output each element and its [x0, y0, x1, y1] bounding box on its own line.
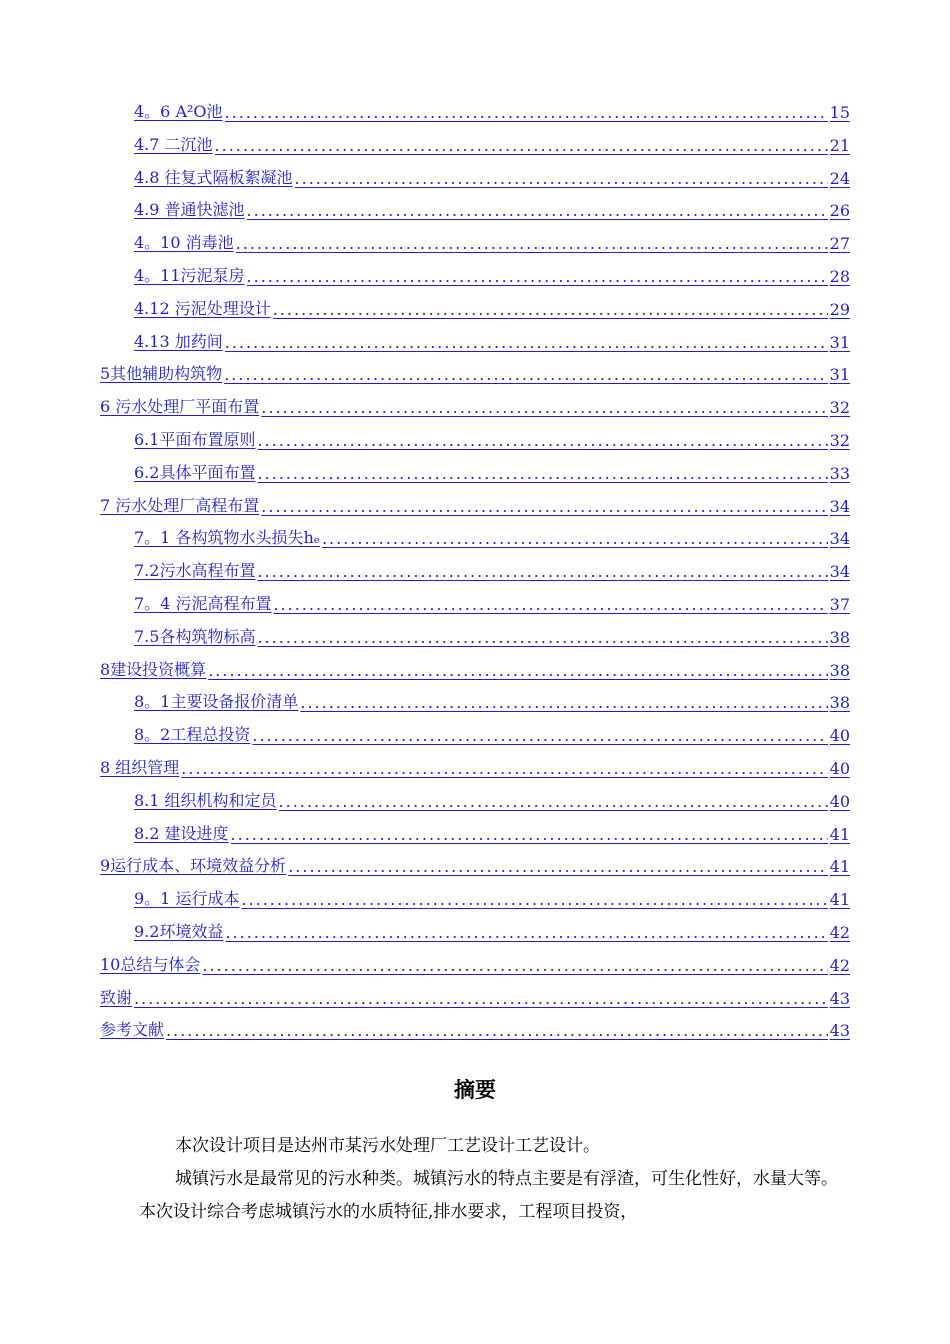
- toc-entry[interactable]: [134, 194, 850, 220]
- toc-leader-dots: [261, 398, 827, 417]
- toc-entry-page: 21: [829, 135, 850, 155]
- toc-entry[interactable]: [100, 982, 850, 1008]
- toc-entry-title: 7 污水处理厂高程布置: [100, 495, 260, 515]
- toc-leader-dots: [247, 267, 828, 286]
- toc-leader-dots: [257, 628, 827, 647]
- toc-entry-page: 31: [829, 365, 850, 385]
- toc-leader-dots: [279, 792, 828, 811]
- toc-leader-dots: [208, 661, 827, 680]
- toc-leader-dots: [295, 169, 828, 188]
- toc-entry-page: 33: [829, 463, 850, 483]
- toc-entry[interactable]: [134, 293, 850, 319]
- toc-entry-page: 24: [829, 168, 850, 188]
- toc-entry-page: 38: [829, 627, 850, 647]
- toc-entry[interactable]: [134, 227, 850, 253]
- toc-entry-title: 8建设投资概算: [100, 659, 207, 679]
- toc-entry-page: 15: [829, 103, 850, 122]
- toc-entry[interactable]: [134, 424, 850, 450]
- toc-entry[interactable]: [134, 522, 850, 548]
- toc-entry[interactable]: [134, 818, 850, 844]
- toc-leader-dots: [322, 529, 828, 548]
- toc-leader-dots: [273, 595, 827, 614]
- toc-leader-dots: [288, 857, 827, 876]
- toc-leader-dots: [247, 201, 828, 220]
- toc-entry-title: 5其他辅助构筑物: [100, 364, 223, 384]
- toc-entry-title: 9。1 运行成本: [134, 889, 240, 909]
- toc-entry-title: 4。6 A²O池: [134, 102, 223, 121]
- toc-entry-title: 8.2 建设进度: [134, 823, 229, 843]
- toc-entry-title: 8。2工程总投资: [134, 725, 251, 745]
- toc-leader-dots: [181, 759, 827, 778]
- toc-entry[interactable]: [100, 358, 850, 384]
- toc-entry-page: 27: [829, 234, 850, 254]
- toc-leader-dots: [257, 562, 827, 581]
- toc-entry-page: 32: [829, 398, 850, 418]
- toc-leader-dots: [236, 234, 828, 253]
- toc-entry-page: 42: [829, 923, 850, 942]
- toc-entry[interactable]: [134, 260, 850, 286]
- toc-entry-page: 38: [829, 693, 850, 713]
- toc-entry-page: 43: [829, 1021, 850, 1041]
- toc-entry[interactable]: [134, 916, 850, 942]
- toc-entry[interactable]: [134, 129, 850, 155]
- toc-entry-title: 6.2具体平面布置: [134, 462, 256, 482]
- toc-entry[interactable]: [134, 326, 850, 352]
- toc-leader-dots: [166, 1021, 828, 1040]
- toc-leader-dots: [225, 923, 827, 942]
- toc-entry-page: 40: [829, 791, 850, 811]
- toc-entry-title: 8.1 组织机构和定员: [134, 790, 277, 810]
- toc-entry-page: 38: [829, 660, 850, 680]
- toc-leader-dots: [300, 693, 827, 712]
- toc-entry[interactable]: [100, 1014, 850, 1040]
- toc-entry-title: 4。10 消毒池: [134, 233, 234, 253]
- toc-entry[interactable]: [134, 457, 850, 483]
- toc-leader-dots: [241, 890, 827, 909]
- toc-entry-page: 34: [829, 562, 850, 582]
- toc-entry-title: 致谢: [100, 987, 133, 1007]
- toc-leader-dots: [257, 431, 827, 450]
- toc-entry-title: 7.5各构筑物标高: [134, 626, 256, 646]
- toc-entry-page: 41: [829, 824, 850, 844]
- toc-leader-dots: [202, 956, 827, 975]
- toc-entry-page: 26: [829, 201, 850, 221]
- toc-entry[interactable]: [134, 621, 850, 647]
- toc-entry-title: 8。1主要设备报价清单: [134, 692, 299, 712]
- toc-leader-dots: [225, 103, 828, 122]
- toc-entry-title: 4.7 二沉池: [134, 134, 213, 154]
- toc-entry-title: 4。11污泥泵房: [134, 266, 245, 285]
- toc-entry-title: 4.8 往复式隔板絮凝池: [134, 167, 293, 187]
- toc-entry[interactable]: [100, 490, 850, 516]
- toc-entry[interactable]: [134, 785, 850, 811]
- toc-entry-page: 34: [829, 529, 850, 549]
- toc-leader-dots: [231, 825, 828, 844]
- abstract-paragraph-2: 城镇污水是最常见的污水种类。城镇污水的特点主要是有浮渣，可生化性好，水量大等。本次设计综合考虑城镇污水的水质特征,排水要求，工程项目投资，: [139, 1169, 838, 1222]
- toc-entry[interactable]: [100, 654, 850, 680]
- toc-entry-title: 6 污水处理厂平面布置: [100, 397, 260, 417]
- toc-leader-dots: [257, 464, 827, 483]
- toc-entry-title: 4.12 污泥处理设计: [134, 298, 271, 318]
- toc-entry-title: 8 组织管理: [100, 758, 180, 777]
- toc-entry-page: 34: [829, 496, 850, 516]
- toc-entry-title: 10总结与体会: [100, 954, 201, 974]
- toc-entry[interactable]: [134, 686, 850, 712]
- toc-entry[interactable]: [134, 588, 850, 614]
- toc-entry-page: 40: [829, 759, 850, 778]
- toc-entry[interactable]: [100, 850, 850, 876]
- toc-entry[interactable]: [134, 883, 850, 909]
- toc-entry-title: 7。1 各构筑物水头损失hₑ: [134, 528, 320, 548]
- toc-leader-dots: [224, 365, 827, 384]
- toc-entry-page: 42: [829, 955, 850, 975]
- toc-entry-title: 4.9 普通快滤池: [134, 200, 245, 220]
- toc-entry-title: 参考文献: [100, 1020, 165, 1040]
- toc-entry-page: 43: [829, 988, 850, 1008]
- toc-entry-title: 6.1平面布置原则: [134, 430, 256, 449]
- toc-entry[interactable]: [134, 719, 850, 745]
- toc-entry-page: 41: [829, 857, 850, 877]
- toc-entry-title: 7。4 污泥高程布置: [134, 594, 272, 613]
- abstract-heading: 摘要: [454, 1078, 496, 1102]
- toc-entry-title: 4.13 加药间: [134, 331, 223, 351]
- toc-entry-page: 31: [829, 332, 850, 352]
- toc-entry[interactable]: [134, 162, 850, 188]
- toc-entry-page: 40: [829, 726, 850, 746]
- abstract-paragraph-1: 本次设计项目是达州市某污水处理厂工艺设计工艺设计。: [175, 1136, 600, 1156]
- toc-entry-page: 41: [829, 890, 850, 910]
- toc-entry-page: 32: [829, 431, 850, 450]
- toc-entry[interactable]: [100, 752, 850, 778]
- toc-entry-title: 9运行成本、环境效益分析: [100, 856, 287, 876]
- toc-leader-dots: [252, 726, 827, 745]
- toc-entry-page: 29: [829, 299, 850, 319]
- toc-entry-page: 28: [829, 267, 850, 286]
- toc-leader-dots: [273, 300, 828, 319]
- toc-entry-page: 37: [829, 595, 850, 614]
- toc-entry[interactable]: [134, 555, 850, 581]
- toc-entry[interactable]: [134, 96, 850, 122]
- toc-leader-dots: [134, 989, 828, 1008]
- toc-entry[interactable]: [100, 949, 850, 975]
- toc-entry[interactable]: [100, 391, 850, 417]
- toc-entry-title: 7.2污水高程布置: [134, 561, 256, 581]
- toc-entry-title: 9.2环境效益: [134, 922, 224, 941]
- toc-leader-dots: [261, 497, 827, 516]
- toc-leader-dots: [215, 136, 828, 155]
- toc-leader-dots: [225, 333, 828, 352]
